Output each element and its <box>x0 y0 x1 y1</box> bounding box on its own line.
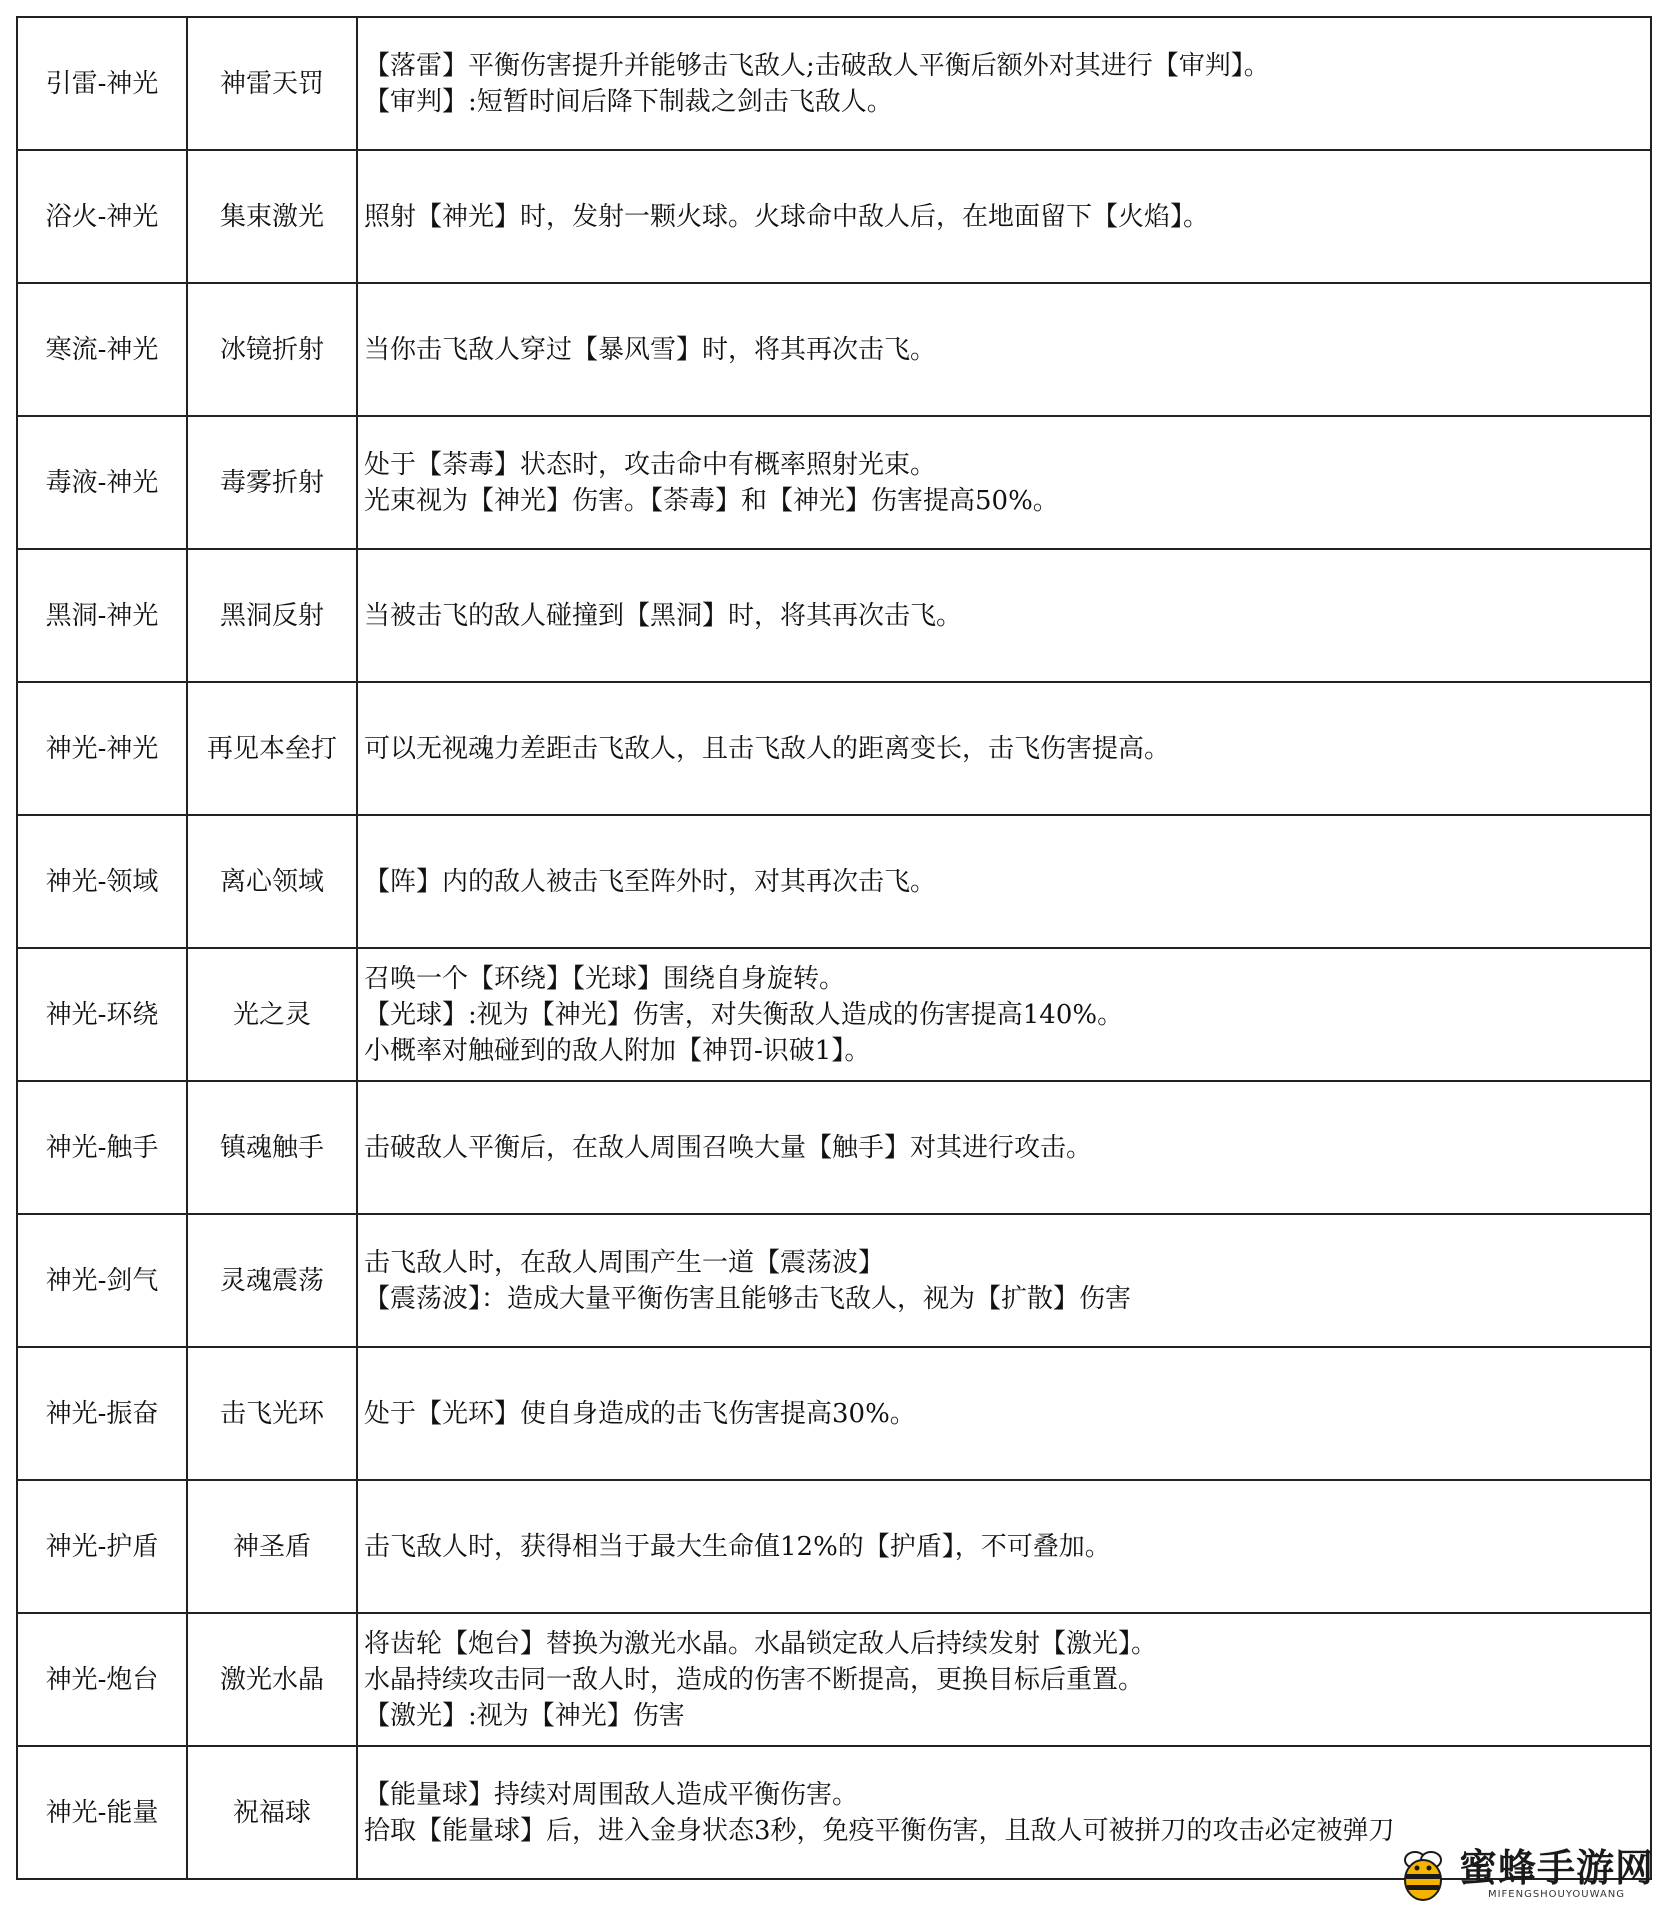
skill-name-cell: 镇魂触手 <box>187 1081 357 1214</box>
skill-description-cell <box>357 1081 1651 1214</box>
skill-description-cell <box>357 1214 1651 1347</box>
description-line: 【震荡波】：造成大量平衡伤害且能够击飞敌人，视为【扩散】伤害 <box>364 1283 1132 1314</box>
skill-name-cell: 离心领域 <box>187 815 357 948</box>
description-line: 光束视为【神光】伤害。【荼毒】和【神光】伤害提高50%。 <box>364 485 1059 516</box>
combo-sheet <box>16 16 1652 1880</box>
table-row <box>17 549 1651 682</box>
combo-name-cell: 神光-领域 <box>17 815 187 948</box>
combo-name-cell: 神光-神光 <box>17 682 187 815</box>
description-line: 【落雷】平衡伤害提升并能够击飞敌人;击破敌人平衡后额外对其进行【审判】。 <box>364 50 1270 81</box>
table-row <box>17 682 1651 815</box>
skill-description-cell <box>357 549 1651 682</box>
table-row <box>17 1613 1651 1746</box>
description-line: 将齿轮【炮台】替换为激光水晶。水晶锁定敌人后持续发射【激光】。 <box>364 1628 1158 1659</box>
skill-description-cell <box>357 815 1651 948</box>
description-line: 击飞敌人时，获得相当于最大生命值12%的【护盾】，不可叠加。 <box>364 1531 1111 1562</box>
skill-description-cell <box>357 1613 1651 1746</box>
combo-name-cell: 浴火-神光 <box>17 150 187 283</box>
description-line: 召唤一个【环绕】【光球】围绕自身旋转。 <box>364 963 846 994</box>
combo-name-cell: 黑洞-神光 <box>17 549 187 682</box>
description-line: 照射【神光】时，发射一颗火球。火球命中敌人后，在地面留下【火焰】。 <box>364 201 1210 232</box>
watermark-subtitle: MIFENGSHOUYOUWANG <box>1487 1889 1626 1900</box>
description-line: 击飞敌人时，在敌人周围产生一道【震荡波】 <box>364 1247 885 1278</box>
combo-name-cell: 引雷-神光 <box>17 17 187 150</box>
watermark-text <box>1459 1847 1654 1901</box>
skill-name-cell: 激光水晶 <box>187 1613 357 1746</box>
description-line: 处于【光环】使自身造成的击飞伤害提高30%。 <box>364 1398 916 1429</box>
combo-name-cell: 毒液-神光 <box>17 416 187 549</box>
watermark-title: 蜜蜂手游网 <box>1458 1846 1654 1890</box>
description-line: 水晶持续攻击同一敌人时，造成的伤害不断提高，更换目标后重置。 <box>364 1664 1145 1695</box>
combo-name-cell: 神光-炮台 <box>17 1613 187 1746</box>
skill-name-cell: 灵魂震荡 <box>187 1214 357 1347</box>
skill-description-cell <box>357 1347 1651 1480</box>
table-row <box>17 1347 1651 1480</box>
combo-name-cell: 神光-触手 <box>17 1081 187 1214</box>
skill-description-cell <box>357 150 1651 283</box>
skill-description-cell <box>357 283 1651 416</box>
skill-description-cell <box>357 948 1651 1081</box>
description-line: 当你击飞敌人穿过【暴风雪】时，将其再次击飞。 <box>364 334 937 365</box>
description-line: 【审判】:短暂时间后降下制裁之剑击飞敌人。 <box>364 86 893 117</box>
description-line: 当被击飞的敌人碰撞到【黑洞】时，将其再次击飞。 <box>364 600 963 631</box>
table-row <box>17 1081 1651 1214</box>
table-row <box>17 416 1651 549</box>
table-row <box>17 150 1651 283</box>
description-line: 【激光】:视为【神光】伤害 <box>364 1700 685 1731</box>
combo-name-cell: 神光-振奋 <box>17 1347 187 1480</box>
description-line: 【光球】:视为【神光】伤害，对失衡敌人造成的伤害提高140%。 <box>364 999 1124 1030</box>
combo-name-cell: 神光-能量 <box>17 1746 187 1879</box>
combo-name-cell: 神光-护盾 <box>17 1480 187 1613</box>
table-row <box>17 948 1651 1081</box>
skill-name-cell: 光之灵 <box>187 948 357 1081</box>
skill-name-cell: 神雷天罚 <box>187 17 357 150</box>
description-line: 击破敌人平衡后，在敌人周围召唤大量【触手】对其进行攻击。 <box>364 1132 1093 1163</box>
skill-description-cell <box>357 17 1651 150</box>
skill-name-cell: 击飞光环 <box>187 1347 357 1480</box>
description-line: 小概率对触碰到的敌人附加【神罚-识破1】。 <box>364 1035 871 1066</box>
combo-name-cell: 神光-环绕 <box>17 948 187 1081</box>
skill-description-cell <box>357 416 1651 549</box>
skill-name-cell: 冰镜折射 <box>187 283 357 416</box>
skill-name-cell: 神圣盾 <box>187 1480 357 1613</box>
description-line: 拾取【能量球】后，进入金身状态3秒，免疫平衡伤害，且敌人可被拼刀的攻击必定被弹刀 <box>364 1815 1395 1846</box>
skill-name-cell: 黑洞反射 <box>187 549 357 682</box>
skill-description-cell <box>357 682 1651 815</box>
description-line: 【能量球】持续对周围敌人造成平衡伤害。 <box>364 1779 859 1810</box>
table-row <box>17 815 1651 948</box>
table-body <box>17 17 1651 1879</box>
combo-name-cell: 寒流-神光 <box>17 283 187 416</box>
watermark <box>1393 1844 1654 1904</box>
combo-name-cell: 神光-剑气 <box>17 1214 187 1347</box>
table-row <box>17 1214 1651 1347</box>
description-line: 可以无视魂力差距击飞敌人，且击飞敌人的距离变长，击飞伤害提高。 <box>364 733 1171 764</box>
combo-table <box>16 16 1652 1880</box>
skill-name-cell: 毒雾折射 <box>187 416 357 549</box>
table-row <box>17 1480 1651 1613</box>
skill-name-cell: 再见本垒打 <box>187 682 357 815</box>
table-row <box>17 283 1651 416</box>
description-line: 处于【荼毒】状态时，攻击命中有概率照射光束。 <box>364 449 937 480</box>
table-row <box>17 17 1651 150</box>
skill-name-cell: 集束激光 <box>187 150 357 283</box>
bee-icon <box>1393 1844 1453 1904</box>
description-line: 【阵】内的敌人被击飞至阵外时，对其再次击飞。 <box>364 866 937 897</box>
skill-description-cell <box>357 1480 1651 1613</box>
skill-name-cell: 祝福球 <box>187 1746 357 1879</box>
